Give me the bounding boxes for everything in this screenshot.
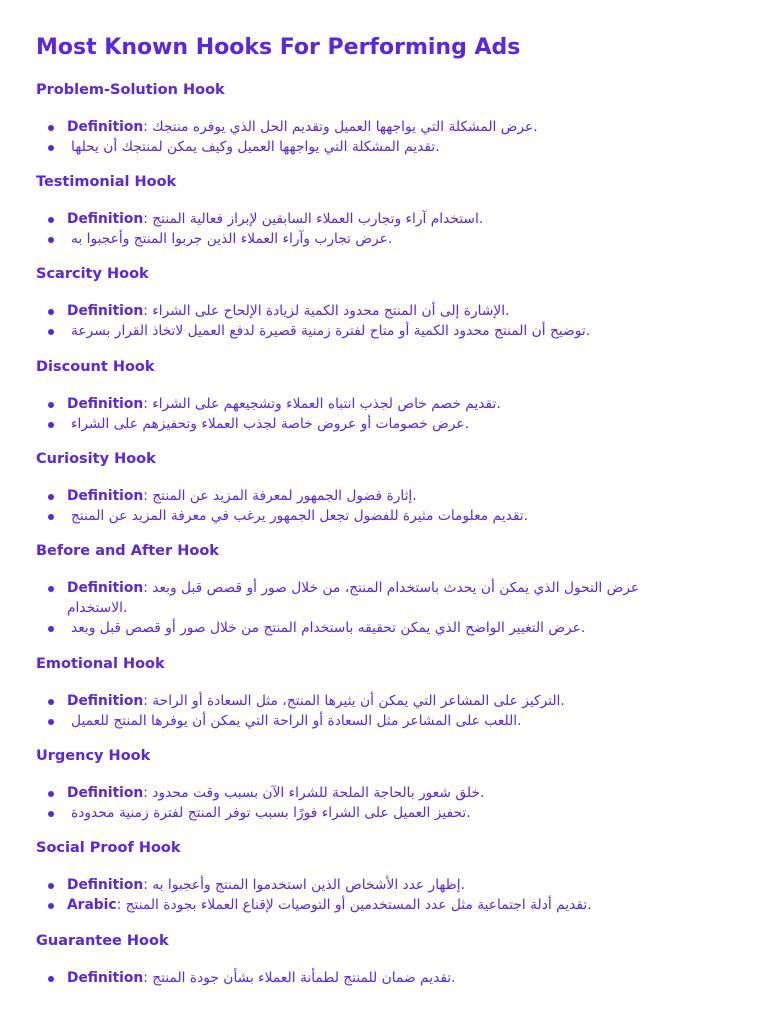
list-item — [46, 117, 696, 137]
page-title: Most Known Hooks For Performing Ads — [36, 35, 521, 60]
section-heading: Testimonial Hook — [36, 174, 177, 190]
item-text: عرض المشكلة التي يواجهها العميل وتقديم الحل الذي يوفره منتجك. — [152, 119, 538, 135]
bullet-dot-icon — [48, 811, 54, 817]
section-heading: Curiosity Hook — [36, 451, 156, 467]
list-item — [46, 803, 696, 823]
bullet-dot-icon — [48, 494, 54, 500]
item-text: توضيح أن المنتج محدود الكمية أو متاح لفترة زمنية قصيرة لدفع العميل لاتخاذ القرار بسرعة. — [71, 323, 591, 339]
item-label: Definition — [67, 303, 144, 319]
bullet-list — [46, 301, 696, 341]
bullet-dot-icon — [48, 309, 54, 315]
list-item — [46, 618, 696, 638]
list-item — [46, 209, 696, 229]
section-heading: Before and After Hook — [36, 543, 219, 559]
bullet-dot-icon — [48, 237, 54, 243]
item-text: الإشارة إلى أن المنتج محدود الكمية لزيادة الإلحاح على الشراء. — [152, 303, 510, 319]
bullet-dot-icon — [48, 883, 54, 889]
item-text: تقديم معلومات مثيرة للفضول تجعل الجمهور يرغب في معرفة المزيد عن المنتج. — [71, 508, 529, 524]
bullet-dot-icon — [48, 976, 54, 982]
label-separator: : — [143, 693, 153, 709]
item-text: تحفيز العميل على الشراء فورًا بسبب توفر المنتج لفترة زمنية محدودة. — [71, 805, 471, 821]
label-separator: : — [143, 970, 153, 986]
item-text: تقديم أدلة اجتماعية مثل عدد المستخدمين أو التوصيات لإقناع العملاء بجودة المنتج. — [125, 897, 592, 913]
item-text: عرض تجارب وآراء العملاء الذين جربوا المنتج وأعجبوا به. — [71, 231, 393, 247]
bullet-dot-icon — [48, 586, 54, 592]
item-label: Definition — [67, 693, 144, 709]
section-heading: Problem-Solution Hook — [36, 82, 225, 98]
section-heading: Guarantee Hook — [36, 933, 169, 949]
item-text: خلق شعور بالحاجة الملحة للشراء الآن بسبب وقت محدود. — [152, 785, 485, 801]
item-label: Definition — [67, 488, 144, 504]
item-text: عرض التغيير الواضح الذي يمكن تحقيقه باستخدام المنتج من خلال صور أو قصص قبل وبعد. — [71, 620, 586, 636]
bullet-list — [46, 209, 696, 249]
bullet-list — [46, 486, 696, 526]
list-item — [46, 711, 696, 731]
bullet-list — [46, 394, 696, 434]
item-text: اللعب على المشاعر مثل السعادة أو الراحة التي يمكن أن يوفرها المنتج للعميل. — [71, 713, 522, 729]
list-item — [46, 321, 696, 341]
item-label: Definition — [67, 877, 144, 893]
item-text: تقديم المشكلة التي يواجهها العميل وكيف يمكن لمنتجك أن يحلها. — [71, 139, 440, 155]
label-separator: : — [143, 119, 153, 135]
item-label: Definition — [67, 396, 144, 412]
label-separator: : — [116, 897, 126, 913]
list-item — [46, 578, 687, 618]
list-item — [46, 691, 696, 711]
item-text: تقديم خصم خاص لجذب انتباه العملاء وتشجيعهم على الشراء. — [152, 396, 501, 412]
bullet-dot-icon — [48, 514, 54, 520]
list-item — [46, 486, 696, 506]
bullet-dot-icon — [48, 699, 54, 705]
item-label: Definition — [67, 211, 144, 227]
bullet-dot-icon — [48, 422, 54, 428]
list-item — [46, 506, 696, 526]
list-item — [46, 895, 696, 915]
label-separator: : — [143, 580, 153, 596]
label-separator: : — [143, 785, 153, 801]
list-item — [46, 301, 696, 321]
bullet-list — [46, 578, 696, 638]
item-text: عرض التحول الذي يمكن أن يحدث باستخدام المنتج، من خلال صور أو قصص قبل وبعد الاستخدام. — [67, 580, 640, 616]
section-heading: Social Proof Hook — [36, 840, 181, 856]
label-separator: : — [143, 877, 153, 893]
item-text: استخدام آراء وتجارب العملاء السابقين لإبراز فعالية المنتج. — [152, 211, 484, 227]
section-heading: Emotional Hook — [36, 656, 165, 672]
list-item — [46, 875, 696, 895]
bullet-list — [46, 117, 696, 157]
bullet-list — [46, 875, 696, 915]
item-text: إظهار عدد الأشخاص الذين استخدموا المنتج وأعجبوا به. — [152, 877, 465, 893]
list-item — [46, 229, 696, 249]
label-separator: : — [143, 488, 153, 504]
bullet-list — [46, 968, 696, 988]
bullet-list — [46, 783, 696, 823]
item-text: تقديم ضمان للمنتج لطمأنة العملاء بشأن جودة المنتج. — [152, 970, 456, 986]
item-label: Definition — [67, 580, 144, 596]
bullet-dot-icon — [48, 903, 54, 909]
list-item — [46, 137, 696, 157]
bullet-dot-icon — [48, 791, 54, 797]
list-item — [46, 414, 696, 434]
list-item — [46, 783, 696, 803]
label-separator: : — [143, 396, 153, 412]
item-label: Arabic — [67, 897, 117, 913]
label-separator: : — [143, 303, 153, 319]
item-label: Definition — [67, 119, 144, 135]
bullet-dot-icon — [48, 402, 54, 408]
bullet-list — [46, 691, 696, 731]
bullet-dot-icon — [48, 145, 54, 151]
label-separator: : — [143, 211, 153, 227]
bullet-dot-icon — [48, 329, 54, 335]
item-label: Definition — [67, 970, 144, 986]
section-heading: Urgency Hook — [36, 748, 151, 764]
list-item — [46, 968, 696, 988]
item-label: Definition — [67, 785, 144, 801]
section-heading: Scarcity Hook — [36, 266, 149, 282]
list-item — [46, 394, 696, 414]
bullet-dot-icon — [48, 217, 54, 223]
item-text: إثارة فضول الجمهور لمعرفة المزيد عن المنتج. — [152, 488, 417, 504]
section-heading: Discount Hook — [36, 359, 155, 375]
bullet-dot-icon — [48, 719, 54, 725]
bullet-dot-icon — [48, 626, 54, 632]
item-text: عرض خصومات أو عروض خاصة لجذب العملاء وتحفيزهم على الشراء. — [71, 416, 470, 432]
bullet-dot-icon — [48, 125, 54, 131]
item-text: التركيز على المشاعر التي يمكن أن يثيرها المنتج، مثل السعادة أو الراحة. — [152, 693, 565, 709]
